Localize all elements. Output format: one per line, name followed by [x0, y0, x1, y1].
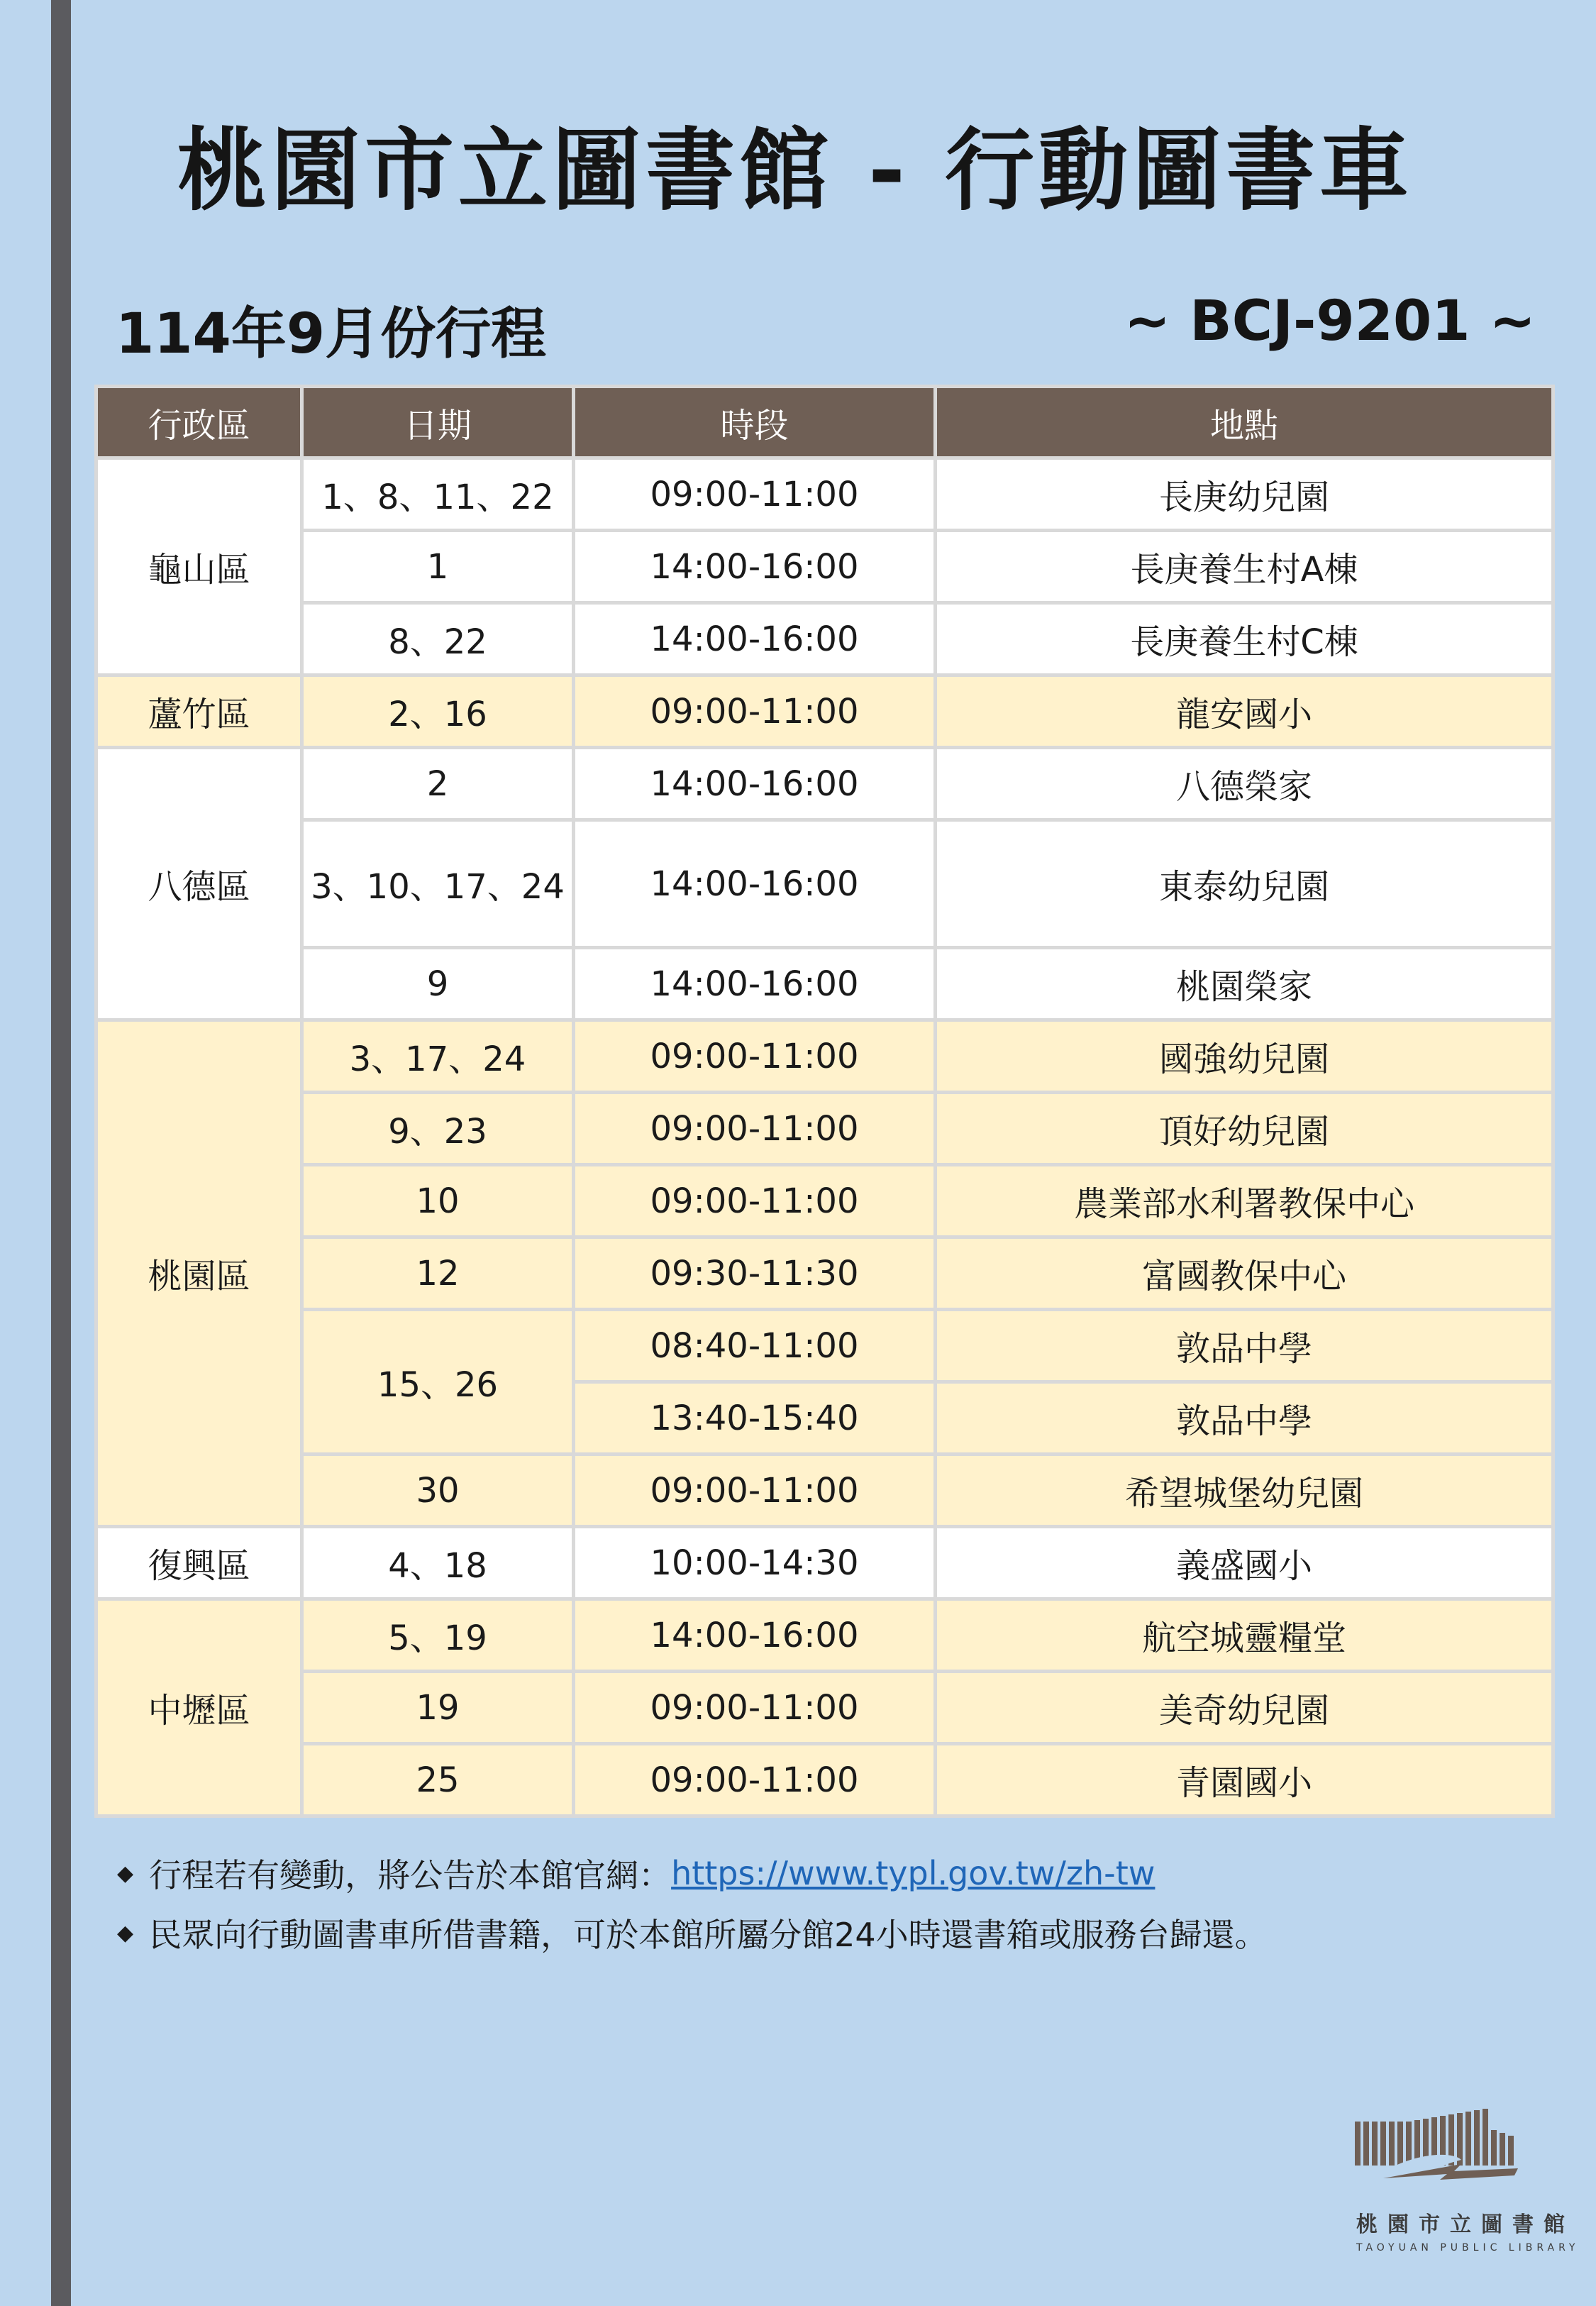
date-cell: 15、26 — [302, 1310, 574, 1455]
time-cell: 14:00-16:00 — [574, 603, 936, 675]
note-text: 民眾向行動圖書車所借書籍，可於本館所屬分館24小時還書箱或服務台歸還。 — [149, 1916, 1268, 1954]
place-cell: 美奇幼兒園 — [936, 1672, 1553, 1744]
district-cell: 桃園區 — [96, 1020, 302, 1527]
time-cell: 14:00-16:00 — [574, 1599, 936, 1672]
schedule-table — [94, 385, 1555, 1818]
note-book-return — [117, 1903, 1268, 1963]
date-cell: 1 — [302, 531, 574, 603]
header-date: 日期 — [302, 387, 574, 458]
diamond-bullet-icon: ◆ — [117, 1920, 134, 1946]
header-time: 時段 — [574, 387, 936, 458]
time-cell: 14:00-16:00 — [574, 948, 936, 1020]
date-cell: 5、19 — [302, 1599, 574, 1672]
table-row — [96, 948, 1553, 1020]
place-cell: 富國教保中心 — [936, 1237, 1553, 1310]
date-cell: 2 — [302, 748, 574, 820]
header-place: 地點 — [936, 387, 1553, 458]
time-cell: 09:00-11:00 — [574, 1455, 936, 1527]
date-cell: 4、18 — [302, 1527, 574, 1599]
date-cell: 3、17、24 — [302, 1020, 574, 1093]
date-cell: 9 — [302, 948, 574, 1020]
table-row — [96, 1237, 1553, 1310]
vehicle-plate: ~ BCJ-9201 ~ — [1124, 289, 1536, 353]
diamond-bullet-icon: ◆ — [117, 1860, 134, 1886]
time-cell: 09:30-11:30 — [574, 1237, 936, 1310]
date-cell: 2、16 — [302, 675, 574, 748]
date-cell: 1、8、11、22 — [302, 458, 574, 531]
notes-section — [117, 1843, 1268, 1963]
time-cell: 09:00-11:00 — [574, 1672, 936, 1744]
district-cell: 復興區 — [96, 1527, 302, 1599]
time-cell: 14:00-16:00 — [574, 820, 936, 948]
table-row — [96, 820, 1553, 948]
place-cell: 龍安國小 — [936, 675, 1553, 748]
date-cell: 25 — [302, 1744, 574, 1816]
district-cell: 中壢區 — [96, 1599, 302, 1816]
place-cell: 八德榮家 — [936, 748, 1553, 820]
time-cell: 09:00-11:00 — [574, 675, 936, 748]
district-cell: 龜山區 — [96, 458, 302, 675]
table-row — [96, 458, 1553, 531]
table-row — [96, 748, 1553, 820]
date-cell: 30 — [302, 1455, 574, 1527]
note-schedule-change — [117, 1843, 1268, 1903]
time-cell: 14:00-16:00 — [574, 531, 936, 603]
place-cell: 東泰幼兒園 — [936, 820, 1553, 948]
header-district: 行政區 — [96, 387, 302, 458]
place-cell: 國強幼兒園 — [936, 1020, 1553, 1093]
district-cell: 蘆竹區 — [96, 675, 302, 748]
library-logo-subtitle: TAOYUAN PUBLIC LIBRARY — [1356, 2242, 1580, 2253]
table-row — [96, 1455, 1553, 1527]
place-cell: 義盛國小 — [936, 1527, 1553, 1599]
place-cell: 農業部水利署教保中心 — [936, 1165, 1553, 1237]
table-header-row — [96, 387, 1553, 458]
date-cell: 8、22 — [302, 603, 574, 675]
table-row — [96, 1527, 1553, 1599]
table-row — [96, 1672, 1553, 1744]
table-row — [96, 675, 1553, 748]
date-cell: 9、23 — [302, 1093, 574, 1165]
date-cell: 3、10、17、24 — [302, 820, 574, 948]
table-row — [96, 1744, 1553, 1816]
table-row — [96, 1165, 1553, 1237]
note-text: 行程若有變動，將公告於本館官網： — [149, 1856, 672, 1894]
time-cell: 10:00-14:30 — [574, 1527, 936, 1599]
place-cell: 青園國小 — [936, 1744, 1553, 1816]
time-cell: 09:00-11:00 — [574, 1020, 936, 1093]
table-row — [96, 531, 1553, 603]
schedule-month: 114年9月份行程 — [116, 302, 547, 366]
place-cell: 桃園榮家 — [936, 948, 1553, 1020]
place-cell: 希望城堡幼兒園 — [936, 1455, 1553, 1527]
left-accent-bar — [51, 0, 71, 2306]
time-cell: 14:00-16:00 — [574, 748, 936, 820]
place-cell: 長庚養生村A棟 — [936, 531, 1553, 603]
date-cell: 12 — [302, 1237, 574, 1310]
time-cell: 13:40-15:40 — [574, 1382, 936, 1455]
library-logo-icon — [1355, 2109, 1539, 2194]
library-logo-name: 桃園市立圖書館 — [1356, 2212, 1575, 2237]
table-row — [96, 1310, 1553, 1382]
time-cell: 09:00-11:00 — [574, 1093, 936, 1165]
table-row — [96, 1599, 1553, 1672]
place-cell: 敦品中學 — [936, 1310, 1553, 1382]
date-cell: 10 — [302, 1165, 574, 1237]
table-row — [96, 1020, 1553, 1093]
place-cell: 長庚幼兒園 — [936, 458, 1553, 531]
place-cell: 長庚養生村C棟 — [936, 603, 1553, 675]
page-title: 桃園市立圖書館 - 行動圖書車 — [177, 118, 1414, 223]
time-cell: 09:00-11:00 — [574, 1744, 936, 1816]
place-cell: 頂好幼兒園 — [936, 1093, 1553, 1165]
time-cell: 09:00-11:00 — [574, 458, 936, 531]
time-cell: 08:40-11:00 — [574, 1310, 936, 1382]
website-link[interactable]: https://www.typl.gov.tw/zh-tw — [671, 1854, 1156, 1892]
date-cell: 19 — [302, 1672, 574, 1744]
table-row — [96, 1093, 1553, 1165]
place-cell: 敦品中學 — [936, 1382, 1553, 1455]
place-cell: 航空城靈糧堂 — [936, 1599, 1553, 1672]
table-row — [96, 603, 1553, 675]
district-cell: 八德區 — [96, 748, 302, 1020]
time-cell: 09:00-11:00 — [574, 1165, 936, 1237]
